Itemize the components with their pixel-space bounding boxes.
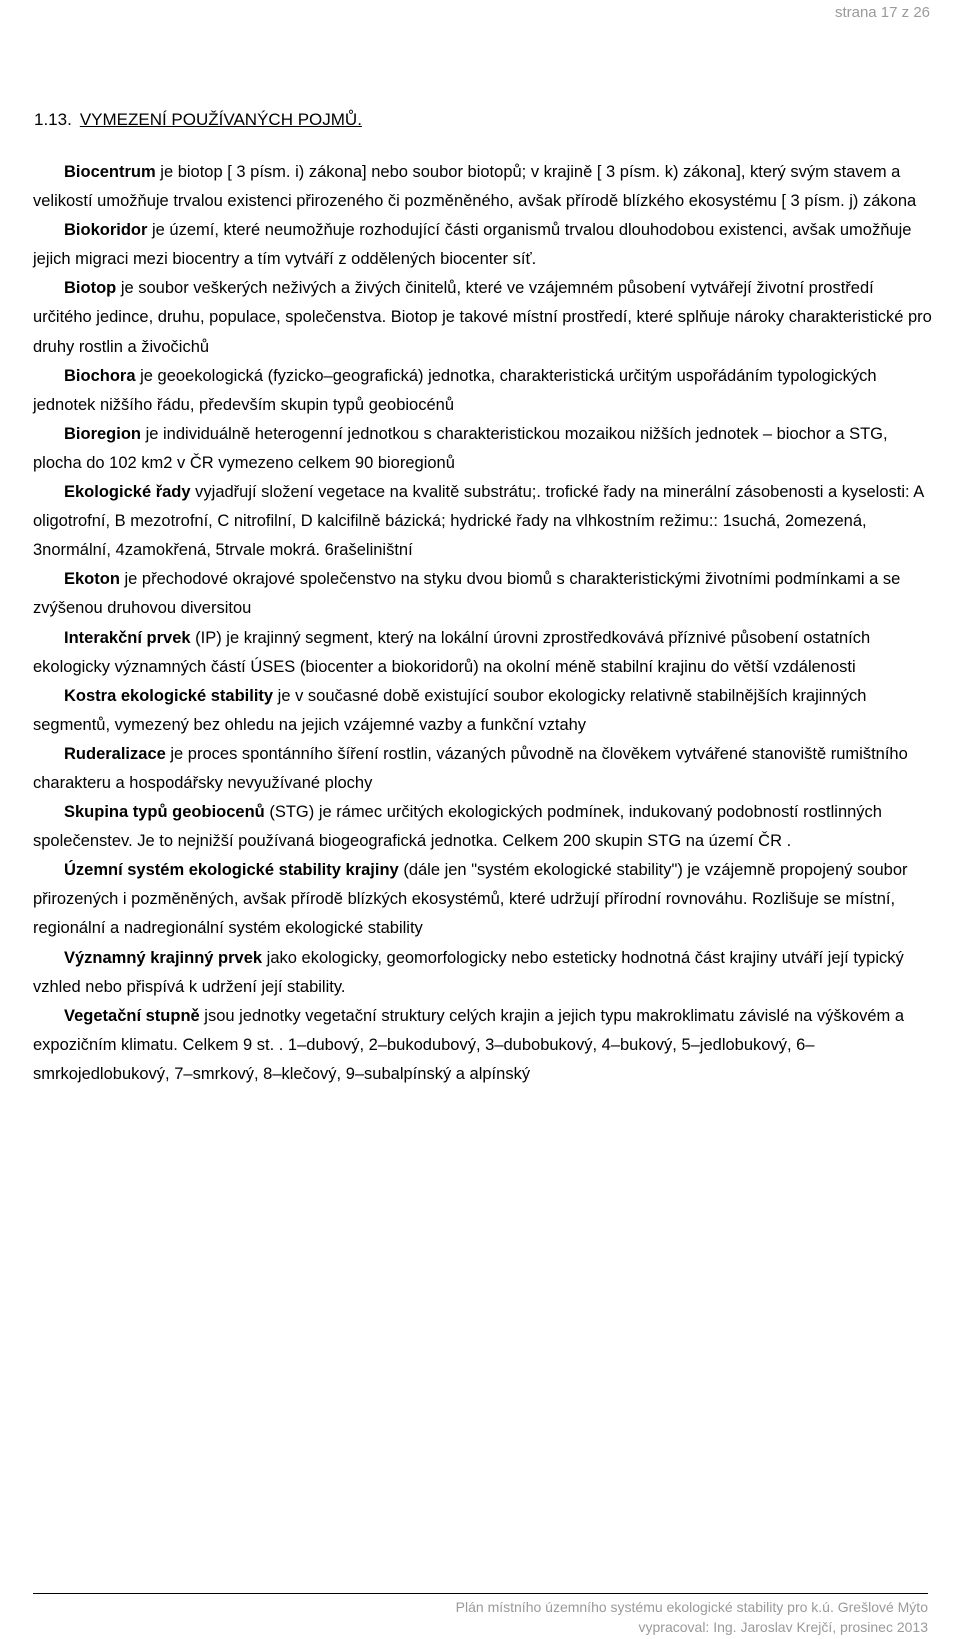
- term-definition: je biotop [ 3 písm. i) zákona] nebo soubor biotopů; v krajině [ 3 písm. k) zákona], který svým stavem a velikostí umožňuje trvalou existenci přirozeného či pozměněného, avšak přírodě blízkého ekosystému [ 3 písm. j) zákona: [33, 163, 917, 211]
- section-number: 1.13.: [34, 110, 72, 129]
- terms-list: [33, 158, 933, 1089]
- term-name: Biokoridor: [64, 221, 148, 240]
- term-paragraph-vyznamny-krajinny-prvek: [33, 944, 933, 1002]
- term-name: Územní systém ekologické stability krajiny: [64, 861, 399, 880]
- term-name: Ruderalizace: [64, 744, 166, 763]
- term-name: Významný krajinný prvek: [64, 948, 263, 967]
- footer-document-title: Plán místního územního systému ekologické stability pro k.ú. Grešlové Mýto: [455, 1599, 928, 1615]
- term-definition: je proces spontánního šíření rostlin, vázaných původně na člověkem vytvářené stanoviště rumištního charakteru a hospodářsky nevyužívané plochy: [33, 744, 908, 792]
- term-name: Skupina typů geobiocenů: [64, 803, 265, 822]
- term-paragraph-biokoridor: [33, 216, 933, 274]
- term-paragraph-vegetacni-stupne: [33, 1002, 933, 1089]
- term-definition: je soubor veškerých neživých a živých činitelů, které ve vzájemném působení vytvářejí životní prostředí určitého jedince, druhu, populace, společenstva. Biotop je takové místní prostředí, které splňuje nároky charakteristické pro druhy rostlin a živočichů: [33, 279, 932, 356]
- term-paragraph-ruderalizace: [33, 740, 933, 798]
- term-paragraph-skupina-typu-geobiocenu: [33, 798, 933, 856]
- page-number: strana 17 z 26: [834, 4, 930, 21]
- term-paragraph-interakcni-prvek: [33, 624, 933, 682]
- term-paragraph-uses: [33, 856, 933, 943]
- term-name: Biocentrum: [64, 163, 156, 181]
- term-name: Biochora: [64, 366, 136, 385]
- term-definition: (STG) je rámec určitých ekologických podmínek, indukovaný podobností rostlinných společenstev. Je to nejnižší používaná biogeografická jednotka. Celkem 200 skupin STG na území ČR .: [33, 803, 882, 851]
- term-name: Vegetační stupně: [64, 1006, 200, 1025]
- term-name: Biotop: [64, 279, 117, 298]
- footer-author: vypracoval: Ing. Jaroslav Krejčí, prosinec 2013: [638, 1619, 928, 1635]
- term-definition: vyjadřují složení vegetace na kvalitě substrátu;. trofické řady na minerální zásobenosti a kyselosti: A oligotrofní, B mezotrofní, C nitrofilní, D kalcifilně bázická; hydrické řady na vlhkostním režimu:: 1suchá, 2omezená, 3normální, 4zamokřená, 5trvale mokrá. 6rašeliništní: [33, 483, 924, 560]
- term-definition: (dále jen "systém ekologické stability") je vzájemně propojený soubor přirozených i pozměněných, avšak přírodě blízkých ekosystémů, které udržují přírodní rovnováhu. Rozlišuje se místní, regionální a nadregionální systém ekologické stability: [33, 861, 908, 938]
- term-name: Interakční prvek: [64, 628, 191, 647]
- term-paragraph-kostra-ekologicke-stability: [33, 682, 933, 740]
- term-name: Bioregion: [64, 424, 141, 443]
- term-paragraph-biocentrum: [33, 158, 933, 216]
- term-name: Ekoton: [64, 570, 120, 589]
- term-paragraph-ekoton: [33, 565, 933, 623]
- page-footer: [456, 1597, 928, 1637]
- term-definition: jako ekologicky, geomorfologicky nebo esteticky hodnotná část krajiny utváří její typický vzhled nebo přispívá k udržení její stability.: [33, 948, 904, 996]
- term-definition: jsou jednotky vegetační struktury celých krajin a jejich typu makroklimatu závislé na výškovém a expozičním klimatu. Celkem 9 st. . 1–dubový, 2–bukodubový, 3–dubobukový, 4–bukový, 5–jedlobukový, 6–smrkojedlobukový, 7–smrkový, 8–klečový, 9–subalpínský a alpínský: [33, 1006, 905, 1083]
- term-definition: (IP) je krajinný segment, který na lokální úrovni zprostředkovává příznivé působení ostatních ekologicky významných částí ÚSES (biocenter a biokoridorů) na okolní méně stabilní krajinu do větší vzdálenosti: [33, 628, 871, 676]
- term-paragraph-bioregion: [33, 420, 933, 478]
- term-paragraph-biotop: [33, 274, 933, 361]
- term-definition: je přechodové okrajové společenstvo na styku dvou biomů s charakteristickými životními podmínkami a se zvýšenou druhovou diversitou: [33, 570, 901, 618]
- section-title: VYMEZENÍ POUŽÍVANÝCH POJMŮ.: [79, 110, 362, 129]
- term-definition: je individuálně heterogenní jednotkou s charakteristickou mozaikou nižších jednotek – biochor a STG, plocha do 102 km2 v ČR vymezeno celkem 90 bioregionů: [33, 424, 888, 472]
- footer-divider: [33, 1593, 928, 1594]
- term-paragraph-ekologicke-rady: [33, 478, 933, 565]
- section-heading: [34, 110, 362, 130]
- term-paragraph-biochora: [33, 362, 933, 420]
- term-name: Ekologické řady: [64, 483, 191, 502]
- term-definition: je geoekologická (fyzicko–geografická) jednotka, charakteristická určitým uspořádáním typologických jednotek nižšího řádu, především skupin typů geobiocénů: [33, 366, 877, 414]
- term-name: Kostra ekologické stability: [64, 686, 274, 705]
- term-definition: je území, které neumožňuje rozhodující části organismů trvalou dlouhodobou existenci, avšak umožňuje jejich migraci mezi biocentry a tím vytváří z oddělených biocenter síť.: [33, 221, 912, 269]
- term-definition: je v současné době existující soubor ekologicky relativně stabilnějších krajinných segmentů, vymezený bez ohledu na jejich vzájemné vazby a funkční vztahy: [33, 686, 867, 734]
